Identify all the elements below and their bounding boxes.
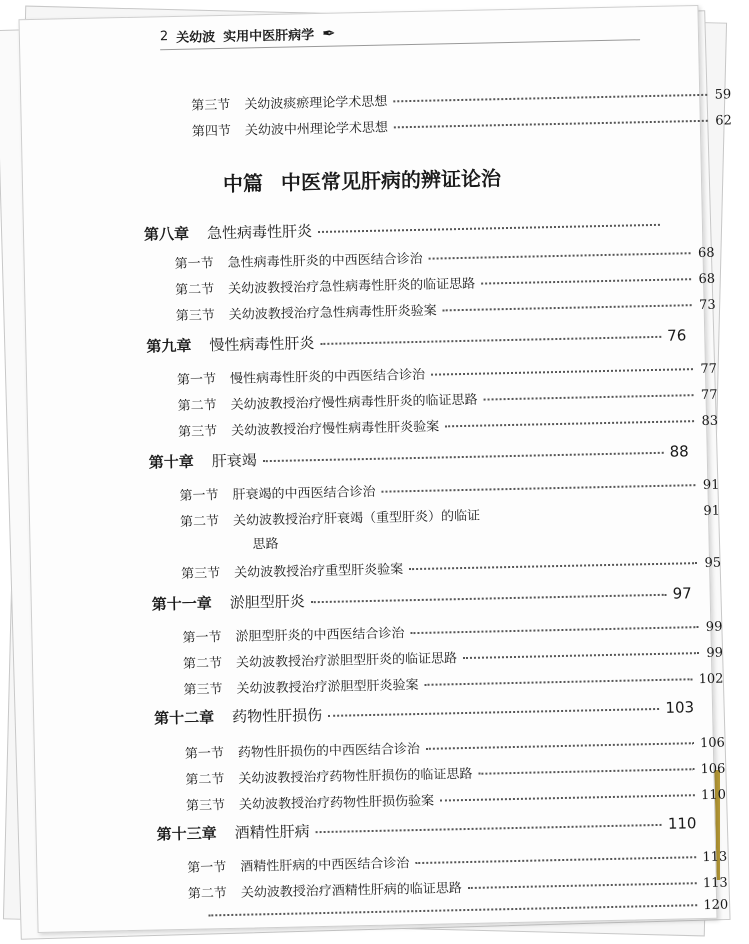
toc-entry-title: 酒精性肝病 [234, 822, 310, 842]
toc-leader-dots [429, 252, 691, 259]
toc-page-number: 106 [699, 735, 725, 752]
toc-page-number: 95 [704, 555, 722, 571]
toc-entry-label: 第三节 [178, 424, 218, 440]
toc-entry-title: 肝衰竭 [211, 451, 258, 471]
toc-entry-title: 关幼波痰瘀理论学术思想 [244, 94, 388, 113]
toc-chapter-row [144, 212, 684, 244]
toc-entry-label: 第八章 [143, 224, 190, 244]
toc-leader-dots [481, 278, 691, 284]
toc-chapter-row [152, 582, 692, 614]
part-label: 中篇 [222, 171, 264, 196]
toc-page-number: 88 [669, 442, 689, 461]
header-page-number: 2 [159, 29, 169, 45]
toc-page-number: 91 [702, 477, 720, 493]
toc-entry-label: 第二节 [187, 886, 228, 902]
toc-entry-title: 急性病毒性肝炎的中西医结合诊治 [227, 251, 423, 271]
toc-section-row [183, 642, 723, 672]
toc-page-number: 113 [702, 849, 728, 866]
toc-entry-label: 第十章 [148, 452, 195, 472]
toc-leader-dots [443, 304, 692, 311]
toc-page-number: 110 [700, 787, 727, 804]
toc-entry-label: 第三节 [191, 97, 231, 114]
toc-page-number: 120 [703, 897, 729, 914]
toc-leader-dots [208, 904, 697, 916]
toc-entry-title-continued: 思路 [252, 536, 279, 553]
toc-section-row [177, 358, 717, 388]
toc-section-continuation [252, 533, 278, 553]
toc-section-row [175, 268, 715, 298]
toc-entry-label: 第十三章 [156, 824, 217, 844]
toc-entry-label: 第一节 [182, 630, 222, 646]
toc-page-number: 91 [703, 503, 721, 519]
toc-entry-label: 第三节 [175, 308, 215, 324]
part-heading: 中医常见肝病的辨证论治 [280, 166, 502, 195]
toc-section-row [174, 242, 714, 272]
toc-leader-dots [415, 856, 696, 864]
toc-page-number: 83 [701, 413, 719, 430]
toc-page-number: 97 [672, 584, 692, 603]
toc-page-number: 73 [698, 297, 716, 314]
toc-entry-title: 关幼波中州理论学术思想 [244, 120, 389, 139]
part-title [223, 162, 502, 197]
toc-leader-dots [445, 420, 694, 427]
toc-entry-label: 第二节 [182, 656, 223, 672]
toc-leader-dots [425, 678, 693, 686]
toc-section-row [188, 898, 728, 924]
toc-chapter-row [156, 812, 696, 844]
toc-section-row [186, 784, 726, 814]
toc-section-row [182, 616, 722, 646]
toc-page-number: 99 [706, 645, 724, 661]
toc-entry-title: 慢性病毒性肝炎的中西医结合诊治 [229, 367, 426, 387]
toc-leader-dots [484, 394, 694, 400]
toc-entry-label: 第十一章 [151, 594, 212, 614]
toc-entry-title: 关幼波教授治疗肝衰竭（重型肝炎）的临证 [232, 508, 481, 529]
toc-entry-title: 淤胆型肝炎的中西医结合诊治 [235, 626, 405, 645]
toc-entry-title: 关幼波教授治疗酒精性肝病的临证思路 [240, 881, 462, 901]
toc-leader-dots [318, 224, 660, 233]
quill-icon: ✒ [321, 23, 336, 43]
toc-entry-label: 第一节 [187, 860, 227, 876]
toc-section-row [179, 474, 719, 504]
toc-leader-dots [410, 626, 698, 634]
toc-leader-dots [431, 368, 693, 375]
toc-page-number: 68 [697, 245, 715, 262]
toc-leader-dots [393, 94, 707, 103]
toc-leader-dots [440, 794, 695, 801]
toc-leader-dots [478, 768, 694, 775]
toc-entry-title: 关幼波教授治疗淤胆型肝炎的临证思路 [235, 651, 458, 671]
toc-leader-dots [394, 120, 708, 129]
toc-entry-label: 第一节 [174, 256, 214, 273]
toc-page-number: 77 [700, 361, 718, 378]
toc-leader-dots [409, 562, 697, 570]
toc-section-row [192, 109, 732, 139]
toc-section-row [178, 410, 718, 440]
toc-section-row [180, 500, 720, 530]
toc-entry-label: 第一节 [184, 746, 225, 762]
toc-section-row [185, 758, 725, 788]
toc-page-number: 68 [698, 271, 716, 288]
toc-section-row [183, 668, 723, 698]
running-header [160, 24, 336, 47]
toc-leader-dots [381, 484, 695, 493]
toc-page-number: 106 [700, 761, 726, 778]
toc-entry-title: 关幼波教授治疗药物性肝损伤验案 [238, 793, 435, 813]
toc-entry-label: 第四节 [191, 123, 232, 140]
toc-chapter-row [154, 696, 694, 728]
toc-leader-dots [316, 824, 662, 833]
toc-section-row [177, 384, 717, 414]
toc-chapter-row [149, 440, 689, 472]
toc-entry-label: 第十二章 [153, 708, 215, 728]
toc-leader-dots [320, 336, 661, 345]
toc-section-row [187, 846, 727, 876]
toc-entry-title: 关幼波教授治疗慢性病毒性肝炎验案 [231, 419, 440, 439]
toc-section-row [176, 294, 716, 324]
toc-entry-label: 第三节 [181, 566, 221, 582]
toc-page-number: 103 [665, 698, 695, 717]
toc-chapter-row [146, 324, 686, 356]
toc-entry-title: 关幼波教授治疗药物性肝损伤的临证思路 [238, 766, 473, 787]
toc-entry-label: 第三节 [185, 798, 226, 814]
toc-leader-dots [463, 652, 699, 659]
toc-section-row [188, 872, 728, 902]
toc-entry-title: 关幼波教授治疗重型肝炎验案 [234, 562, 404, 581]
toc-entry-title: 急性病毒性肝炎 [206, 222, 313, 243]
toc-entry-title: 关幼波教授治疗急性病毒性肝炎验案 [228, 303, 437, 323]
toc-leader-dots [426, 742, 694, 750]
toc-entry-title: 淤胆型肝炎 [229, 592, 305, 612]
toc-section-row [191, 83, 731, 113]
toc-page-number: 62 [715, 113, 732, 129]
toc-entry-title: 关幼波教授治疗慢性病毒性肝炎的临证思路 [230, 392, 478, 413]
toc-page [19, 5, 732, 933]
toc-page-number: 76 [666, 326, 687, 345]
toc-entry-label: 第二节 [177, 398, 217, 414]
toc-entry-label: 第一节 [179, 488, 219, 504]
header-title: 实用中医肝病学 [223, 28, 315, 45]
toc-page-number: 113 [702, 875, 728, 892]
toc-entry-label: 第二节 [175, 282, 215, 298]
toc-entry-label: 第二节 [185, 772, 225, 788]
toc-entry-title: 酒精性肝病的中西医结合诊治 [240, 856, 410, 875]
toc-entry-title: 关幼波教授治疗急性病毒性肝炎的临证思路 [228, 276, 476, 297]
header-brand: 关幼波 [176, 30, 216, 46]
toc-entry-label: 第三节 [183, 682, 223, 698]
toc-page-number: 77 [700, 387, 718, 404]
toc-page-number: 59 [714, 87, 732, 103]
toc-entry-title: 肝衰竭的中西医结合诊治 [232, 484, 376, 503]
toc-page-number: 99 [705, 619, 723, 635]
toc-leader-dots [468, 882, 697, 889]
toc-page-number: 110 [667, 814, 697, 833]
toc-leader-dots [263, 452, 664, 462]
toc-leader-dots [328, 708, 659, 717]
toc-leader-dots [311, 594, 667, 603]
toc-entry-title: 药物性肝损伤 [231, 706, 323, 726]
toc-entry-title: 药物性肝损伤的中西医结合诊治 [237, 741, 421, 761]
toc-entry-label: 第一节 [176, 372, 217, 388]
toc-section-row [185, 732, 725, 762]
toc-entry-label: 第九章 [146, 336, 192, 356]
toc-entry-label: 第二节 [179, 514, 220, 530]
toc-page-number: 102 [698, 671, 724, 688]
toc-entry-title: 关幼波教授治疗淤胆型肝炎验案 [236, 677, 419, 697]
toc-entry-title: 慢性病毒性肝炎 [209, 334, 315, 355]
toc-section-row [181, 552, 721, 582]
